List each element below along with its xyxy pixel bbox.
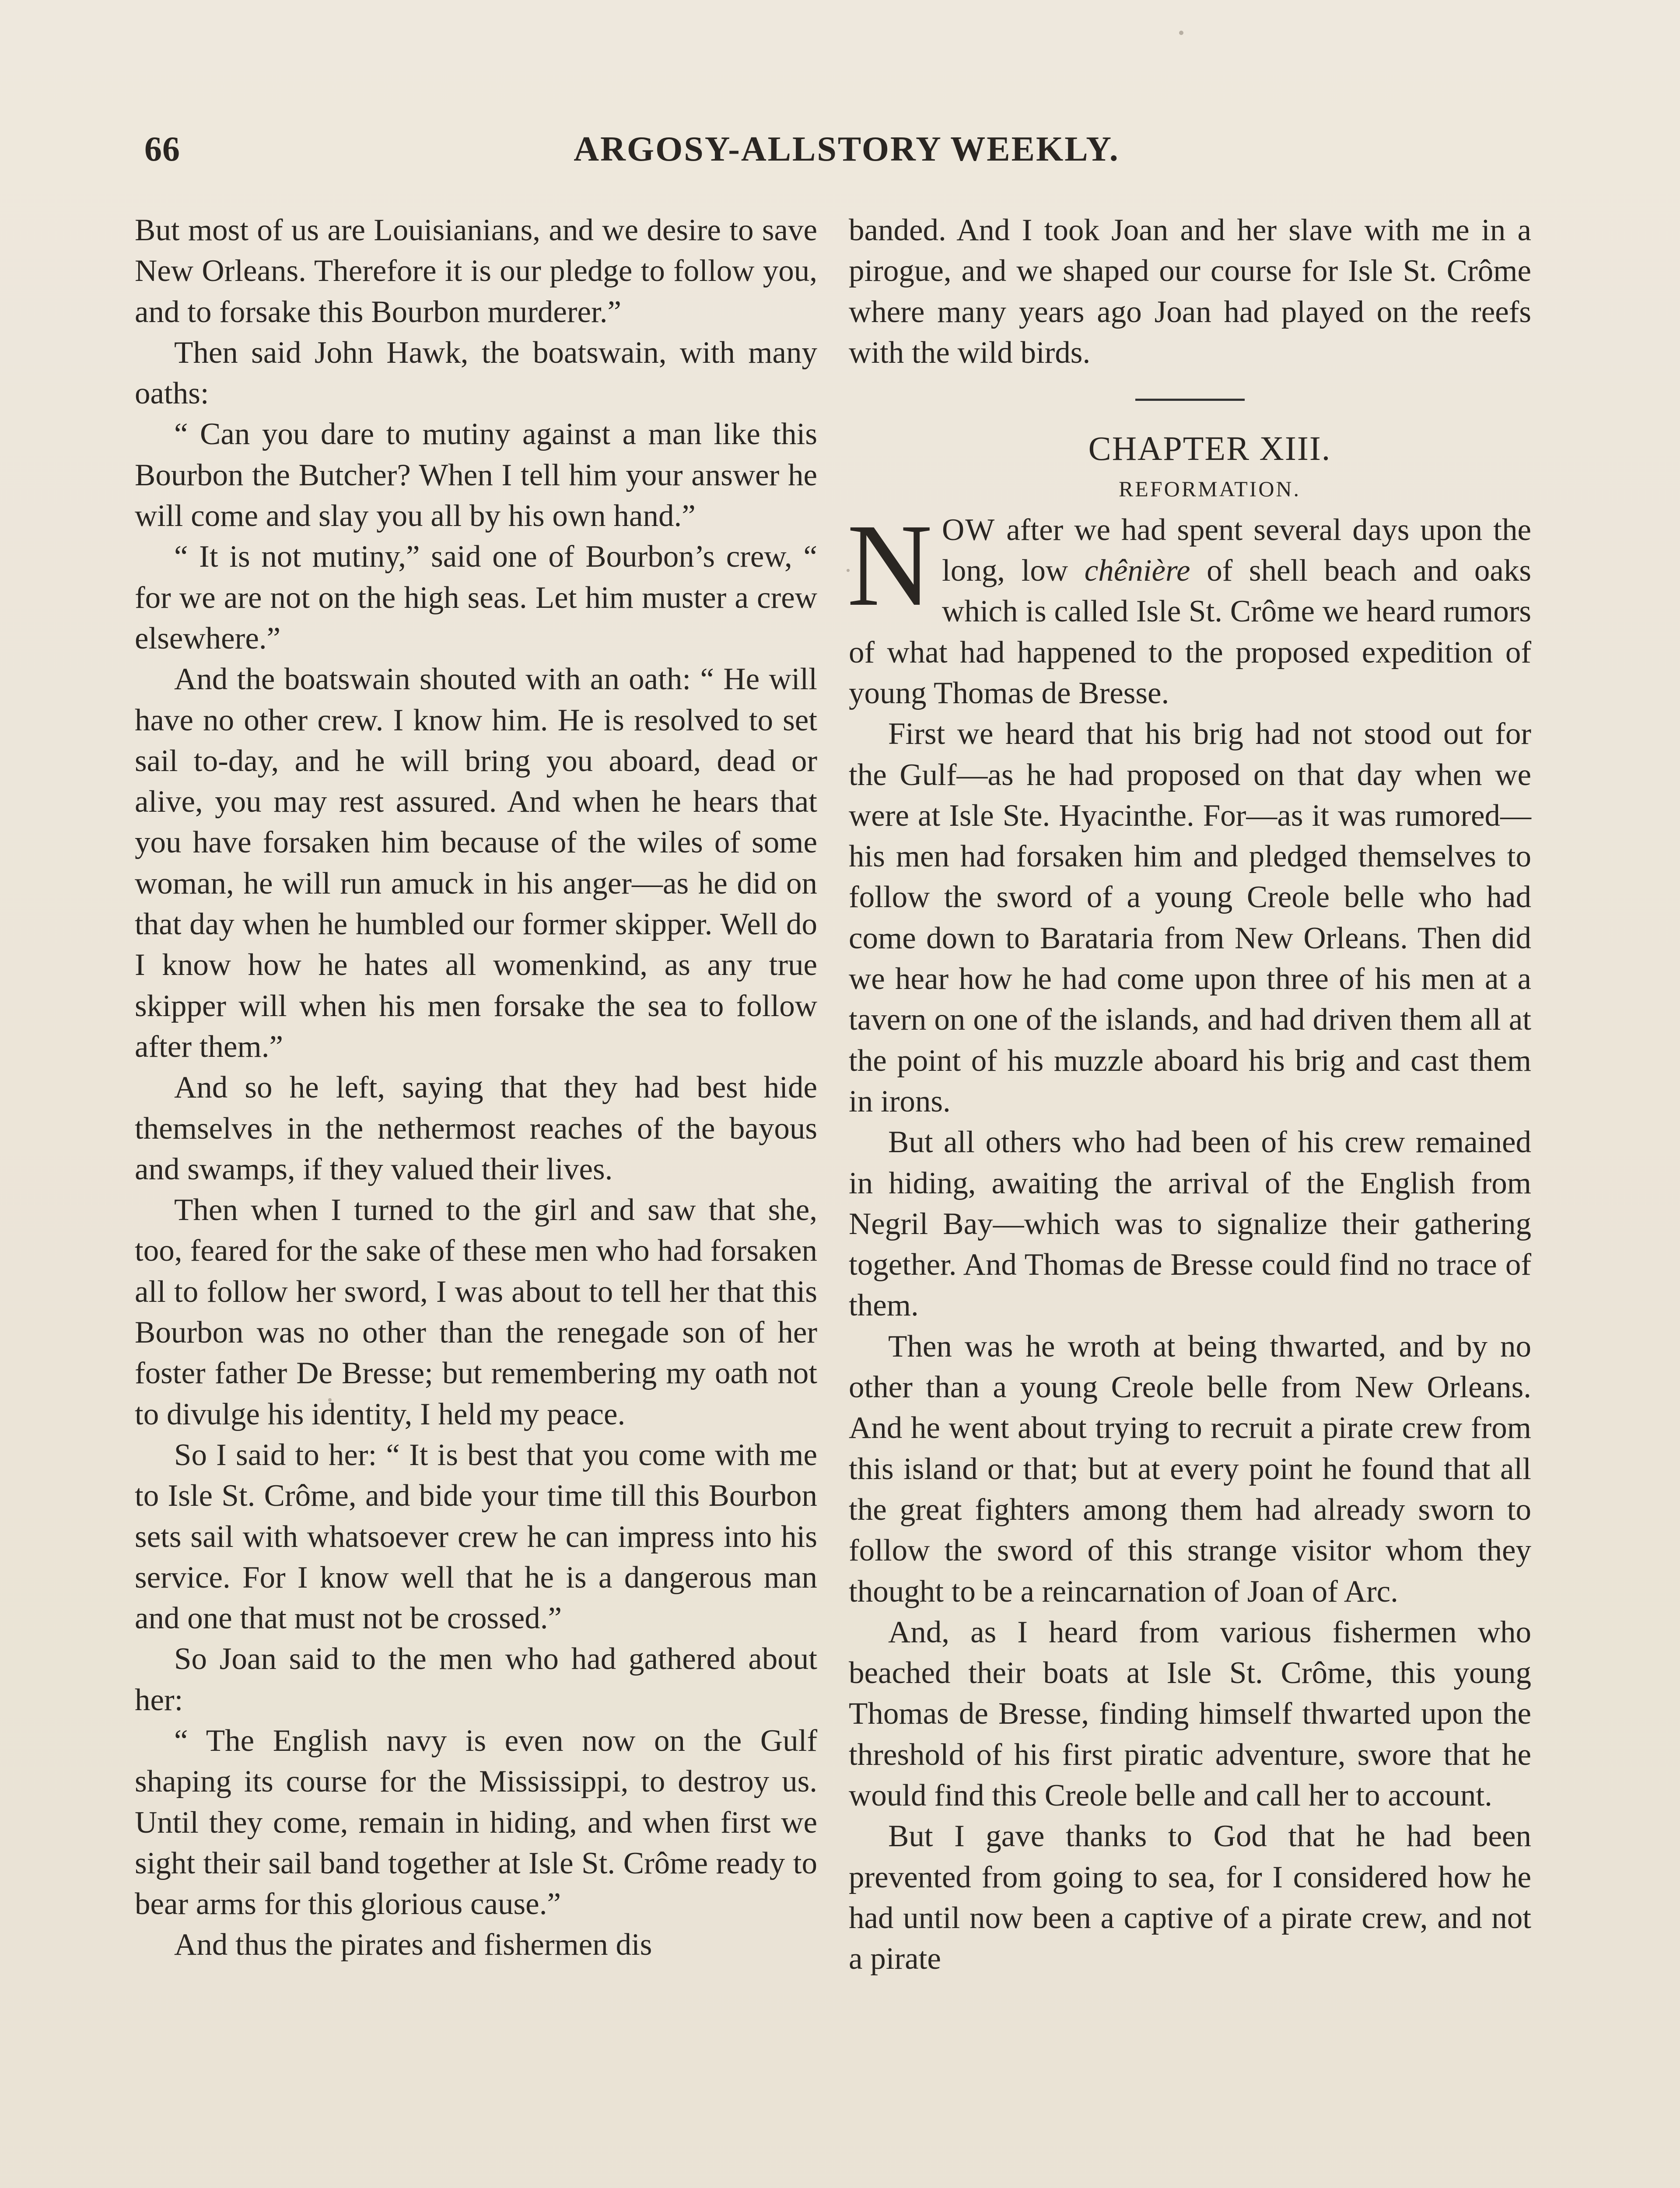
paragraph: Then said John Hawk, the boatswain, with many oaths:: [135, 335, 817, 411]
italic-word: chênière: [1084, 554, 1190, 588]
paragraph: First we heard that his brig had not stood out for the Gulf—as he had proposed on that day when we were at Isle Ste. Hyacinthe. For—as it was rumored—his men had forsaken him and pledged themselves to follow the sword of a young Creole belle who had come down to Barataria from New Orleans. Then did we hear how he had come upon three of his men at a tavern on one of the islands, and had driven them all at the point of his muzzle aboard his brig and cast them in irons.: [849, 717, 1531, 1119]
drop-cap: N: [847, 499, 932, 631]
paragraph: But I gave thanks to God that he had been prevented from going to sea, for I considered how he had until now been a captive of a pirate crew, and not a pirate: [849, 1819, 1531, 1976]
page-number: 66: [144, 130, 180, 168]
paragraph: Then when I turned to the girl and saw that she, too, feared for the sake of these men who had forsaken all to follow her sword, I was about to tell her that this Bourbon was no other than the renegade son of her foster father De Bresse; but remembering my oath not to divulge his identity, I held my peace.: [135, 1193, 817, 1431]
paragraph: “ The English navy is even now on the Gulf shaping its course for the Mississippi, to destroy us. Until they come, remain in hiding, and when first we sight their sail band together at Isle St. Crôme ready to bear arms for this glorious cause.”: [135, 1723, 817, 1922]
opening-text: of shell beach and oaks which is called Isle St. Crôme we heard rumors of what had happened to the proposed expedition of young Thomas de Bresse.: [849, 554, 1532, 710]
paragraph: “ Can you dare to mutiny against a man like this Bourbon the Butcher? When I tell him your answer he will come and slay you all by his own hand.”: [135, 417, 817, 533]
paragraph: And thus the pirates and fishermen dis: [174, 1928, 652, 1962]
section-divider: [1135, 399, 1245, 401]
paragraph: So I said to her: “ It is best that you come with me to Isle St. Crôme, and bide your time till this Bourbon sets sail with whatsoever crew he can impress into his service. For I know well that he is a dangerous man and one that must not be crossed.”: [135, 1438, 817, 1636]
opening-text: after we had spent several days upon the long, low: [942, 512, 1531, 588]
chapter-title: CHAPTER XIII.: [1088, 429, 1331, 468]
running-header: [144, 130, 1549, 178]
paragraph: So Joan said to the men who had gathered about her:: [135, 1642, 817, 1717]
paragraph: “ It is not mutiny,” said one of Bourbon’s crew, “ for we are not on the high seas. Let him muster a crew elsewhere.”: [135, 540, 817, 656]
paper-fleck: [1179, 31, 1183, 35]
right-column: [849, 210, 1531, 1979]
left-column: [135, 210, 817, 1966]
chapter-opening-paragraph: [847, 499, 1532, 714]
paragraph: And the boatswain shouted with an oath: “ He will have no other crew. I know him. He is resolved to set sail to-day, and he will bring you aboard, dead or alive, you may rest assured. And when he hears that you have forsaken him because of the wiles of some woman, he will run amuck in his anger—as he did on that day when he humbled our former skipper. Well do I know how he hates all womenkind, as any true skipper will when his men forsake the sea to follow after them.”: [135, 662, 817, 1064]
opening-caps: OW: [942, 512, 996, 547]
paragraph: And so he left, saying that they had best hide themselves in the nethermost reaches of the bayous and swamps, if they valued their lives.: [135, 1070, 817, 1186]
paragraph: Then was he wroth at being thwarted, and by no other than a young Creole belle from New Orleans. And he went about trying to recruit a pirate crew from this island or that; but at every point he found that all the great fighters among them had already sworn to follow the sword of this strange visitor whom they thought to be a reincarnation of Joan of Arc.: [849, 1329, 1531, 1609]
paragraph: banded. And I took Joan and her slave with me in a pirogue, and we shaped our course for Isle St. Crôme where many years ago Joan had played on the reefs with the wild birds.: [849, 213, 1531, 370]
paragraph: And, as I heard from various fishermen who beached their boats at Isle St. Crôme, this young Thomas de Bresse, finding himself thwarted upon the threshold of his first piratic adventure, swore that he would find this Creole belle and call her to account.: [849, 1615, 1531, 1813]
running-title: ARGOSY-ALLSTORY WEEKLY.: [574, 130, 1120, 168]
chapter-subtitle: REFORMATION.: [1118, 477, 1301, 501]
paragraph: But all others who had been of his crew remained in hiding, awaiting the arrival of the English from Negril Bay—which was to signalize their gathering together. And Thomas de Bresse could find no trace of them.: [849, 1125, 1531, 1323]
paragraph: But most of us are Louisianians, and we desire to save New Orleans. Therefore it is our pledge to follow you, and to forsake this Bourbon murderer.”: [135, 213, 817, 329]
